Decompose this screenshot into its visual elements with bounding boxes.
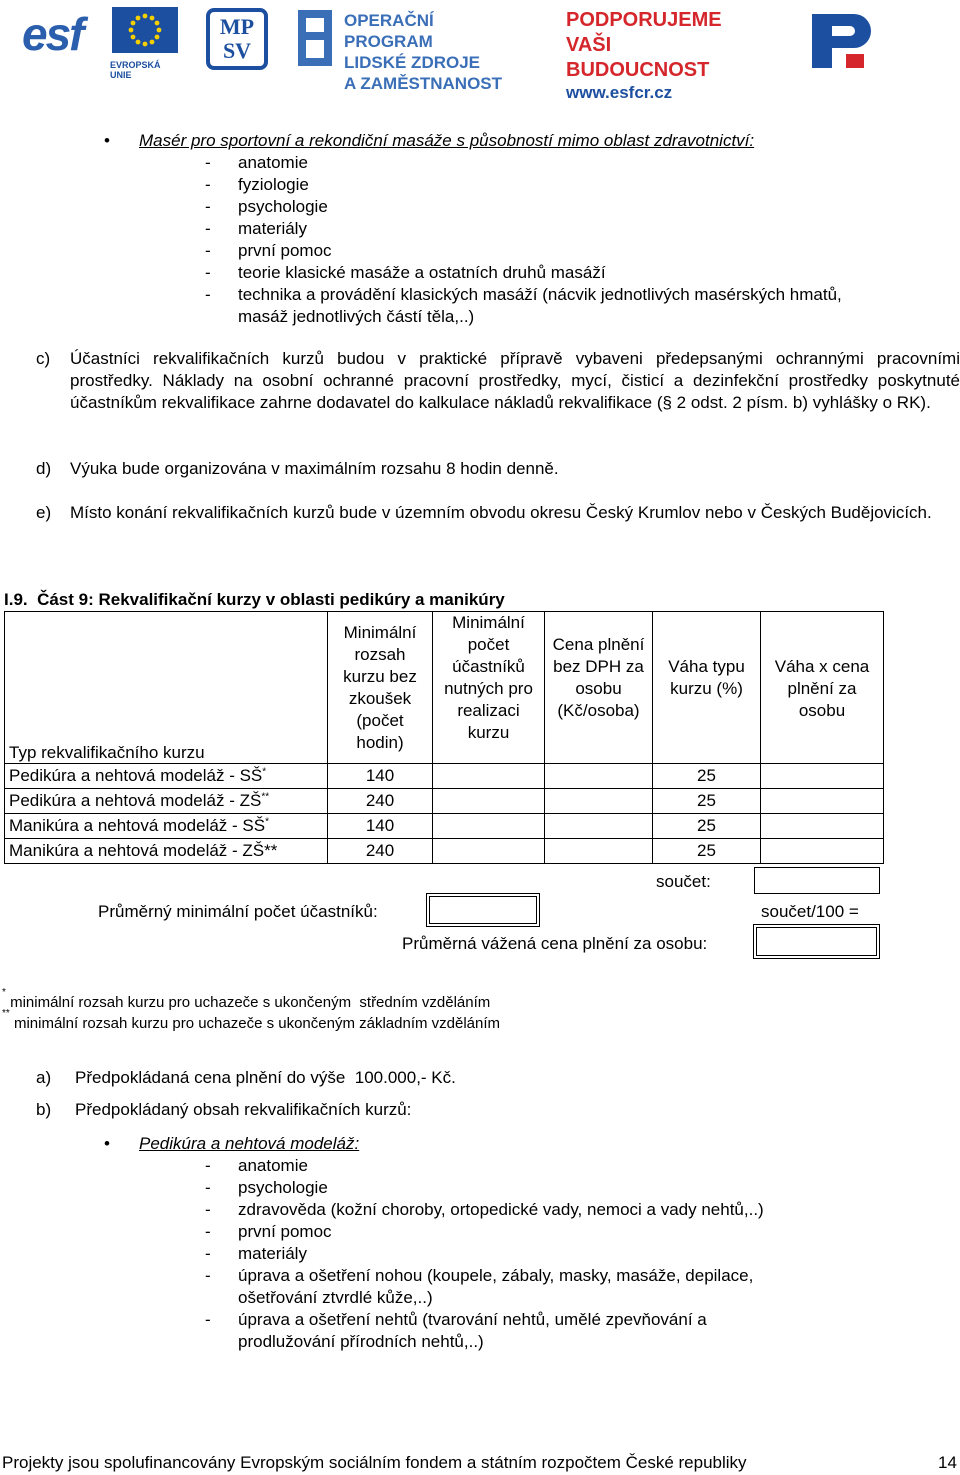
list-item: - anatomie: [205, 1155, 825, 1177]
row-weight: 25: [653, 764, 761, 789]
paragraph-text: Místo konání rekvalifikačních kurzů bude v územním obvodu okresu Český Krumlov nebo v Českých Budějovicích.: [70, 503, 932, 522]
op-line3: A ZAMĚSTNANOST: [344, 74, 503, 93]
table-row: [5, 814, 884, 839]
podporujeme-line2: VAŠI BUDOUCNOST: [566, 34, 710, 81]
page-number: 14: [938, 1453, 957, 1472]
row-weight: 25: [653, 839, 761, 864]
bullet-dot: •: [104, 131, 110, 150]
row-hours: 140: [328, 764, 433, 789]
paragraph-label: b): [36, 1100, 52, 1119]
paragraph-text: Výuka bude organizována v maximálním rozsahu 8 hodin denně.: [70, 459, 559, 478]
avg-count-box[interactable]: [426, 893, 540, 927]
list-item: - psychologie: [205, 1177, 825, 1199]
paragraph-b: [36, 1099, 412, 1121]
paragraph-a: [36, 1067, 456, 1089]
avg-price-box[interactable]: [753, 924, 880, 959]
footnote-mark: *: [2, 987, 6, 998]
footnote-mark: **: [2, 1008, 10, 1019]
list-item: - anatomie: [205, 152, 865, 174]
header-min-scope: Minimální rozsah kurzu bez zkoušek (počet hodin): [328, 612, 433, 764]
bullet-title-maser: Masér pro sportovní a rekondiční masáže s působností mimo oblast zdravotnictví:: [139, 131, 755, 150]
paragraph-label: c): [36, 349, 51, 368]
paragraph-text: Účastníci rekvalifikačních kurzů budou v praktické přípravě vybaveni předepsanými ochrannými pracovními prostředky. Náklady na osobní ochranné pracovní prostředky, mycí, čisticí a dezinfekční prostředky poskytnuté účastníkům rekvalifikace zahrne dodavatel do kalkulace nákladů rekvalifikace (§ 2 odst. 2 písm. b) vyhlášky o RK).: [70, 349, 960, 412]
header-weight: Váha typu kurzu (%): [653, 612, 761, 764]
paragraph-e: [36, 502, 960, 524]
footnote-text: minimální rozsah kurzu pro uchazeče s ukončeným středním vzděláním: [10, 994, 491, 1011]
header-price: Cena plnění bez DPH za osobu (Kč/osoba): [545, 612, 653, 764]
podporujeme-url: www.esfcr.cz: [566, 83, 673, 102]
row-weighted-cell[interactable]: [761, 764, 884, 789]
table-row: [5, 789, 884, 814]
list-item: - úprava a ošetření nohou (koupele, zábaly, masky, masáže, depilace, ošetřování ztvrdlé kůže,..): [205, 1265, 825, 1309]
avg-price-label: Průměrná vážená cena plnění za osobu:: [402, 934, 708, 953]
p-emblem-icon: [806, 8, 872, 74]
row-hours: 240: [328, 789, 433, 814]
list-item: - teorie klasické masáže a ostatních druhů masáží: [205, 262, 865, 284]
esf-wordmark: esf: [22, 8, 83, 60]
avg-count-label: Průměrný minimální počet účastníků:: [98, 902, 378, 921]
bullet-dot: •: [104, 1134, 110, 1153]
row-price-cell[interactable]: [545, 814, 653, 839]
row-hours: 240: [328, 839, 433, 864]
sum-cell[interactable]: [754, 867, 880, 894]
list-item: - první pomoc: [205, 240, 865, 262]
row-count-cell[interactable]: [433, 814, 545, 839]
podporujeme-logo: [566, 8, 756, 102]
pricing-table: [4, 611, 884, 864]
row-weighted-cell[interactable]: [761, 789, 884, 814]
logo-bar: [0, 0, 960, 102]
bullet-title-pedikura: Pedikúra a nehtová modeláž:: [139, 1134, 360, 1153]
row-hours: 140: [328, 814, 433, 839]
header-weighted: Váha x cena plnění za osobu: [761, 612, 884, 764]
eu-caption: EVROPSKÁ UNIE: [110, 60, 161, 80]
podporujeme-line1: PODPORUJEME: [566, 9, 722, 31]
p-logo: [806, 8, 872, 74]
row-price-cell[interactable]: [545, 789, 653, 814]
table-header-row: [5, 612, 884, 764]
list-item: - materiály: [205, 218, 865, 240]
op-emblem-icon: [296, 8, 336, 68]
sum-label: součet:: [656, 872, 711, 891]
paragraph-d: [36, 458, 960, 480]
footnote-text: minimální rozsah kurzu pro uchazeče s ukončeným základním vzděláním: [13, 1015, 501, 1032]
table-row: [5, 764, 884, 789]
paragraph-label: a): [36, 1068, 52, 1087]
eu-flag: [112, 7, 178, 53]
row-price-cell[interactable]: [545, 764, 653, 789]
list-item: - psychologie: [205, 196, 865, 218]
pedikura-subjects-list: [205, 1155, 825, 1353]
header-min-count: Minimální počet účastníků nutných pro realizaci kurzu: [433, 612, 545, 764]
row-weight: 25: [653, 814, 761, 839]
row-name: Manikúra a nehtová modeláž - SŠ*: [5, 814, 328, 839]
row-weight: 25: [653, 789, 761, 814]
row-count-cell[interactable]: [433, 764, 545, 789]
paragraph-c: [36, 348, 960, 414]
list-item: - fyziologie: [205, 174, 865, 196]
op-line2: LIDSKÉ ZDROJE: [344, 53, 481, 72]
row-name: Pedikúra a nehtová modeláž - SŠ*: [5, 764, 328, 789]
header-type: Typ rekvalifikačního kurzu: [5, 612, 328, 764]
mpsv-text: MP SV: [219, 14, 255, 63]
row-count-cell[interactable]: [433, 789, 545, 814]
section-heading: I.9. Část 9: Rekvalifikační kurzy v oblasti pedikúry a manikúry: [4, 590, 505, 609]
row-name: Pedikúra a nehtová modeláž - ZŠ**: [5, 789, 328, 814]
list-item: - zdravověda (kožní choroby, ortopedické vady, nemoci a vady nehtů,..): [205, 1199, 825, 1221]
row-count-cell[interactable]: [433, 839, 545, 864]
paragraph-label: d): [36, 459, 52, 478]
footnote-2: [2, 1003, 500, 1035]
sum-100-label: součet/100 =: [761, 902, 859, 921]
esf-eu-logo: [22, 5, 180, 80]
list-item: - první pomoc: [205, 1221, 825, 1243]
mpsv-logo: [206, 8, 268, 70]
list-item: - technika a provádění klasických masáží (nácvik jednotlivých masérských hmatů, masáž jednotlivých částí těla,..): [205, 284, 865, 328]
paragraph-label: e): [36, 503, 52, 522]
footer-text: Projekty jsou spolufinancovány Evropským sociálním fondem a státním rozpočtem České republiky: [2, 1453, 747, 1472]
row-price-cell[interactable]: [545, 839, 653, 864]
op-lzz-logo: [296, 8, 520, 93]
maser-subjects-list: [205, 152, 865, 328]
paragraph-text: Předpokládaný obsah rekvalifikačních kurzů:: [75, 1100, 412, 1119]
op-line1: OPERAČNÍ PROGRAM: [344, 11, 434, 51]
row-name: Manikúra a nehtová modeláž - ZŠ**: [5, 839, 328, 864]
eu-stars-icon: [112, 7, 178, 53]
paragraph-text: Předpokládaná cena plnění do výše 100.000,- Kč.: [75, 1068, 456, 1087]
table-row: [5, 839, 884, 864]
list-item: - materiály: [205, 1243, 825, 1265]
row-weighted-cell[interactable]: [761, 814, 884, 839]
list-item: - úprava a ošetření nehtů (tvarování nehtů, umělé zpevňování a prodlužování přírodních nehtů,..): [205, 1309, 758, 1353]
row-weighted-cell[interactable]: [761, 839, 884, 864]
